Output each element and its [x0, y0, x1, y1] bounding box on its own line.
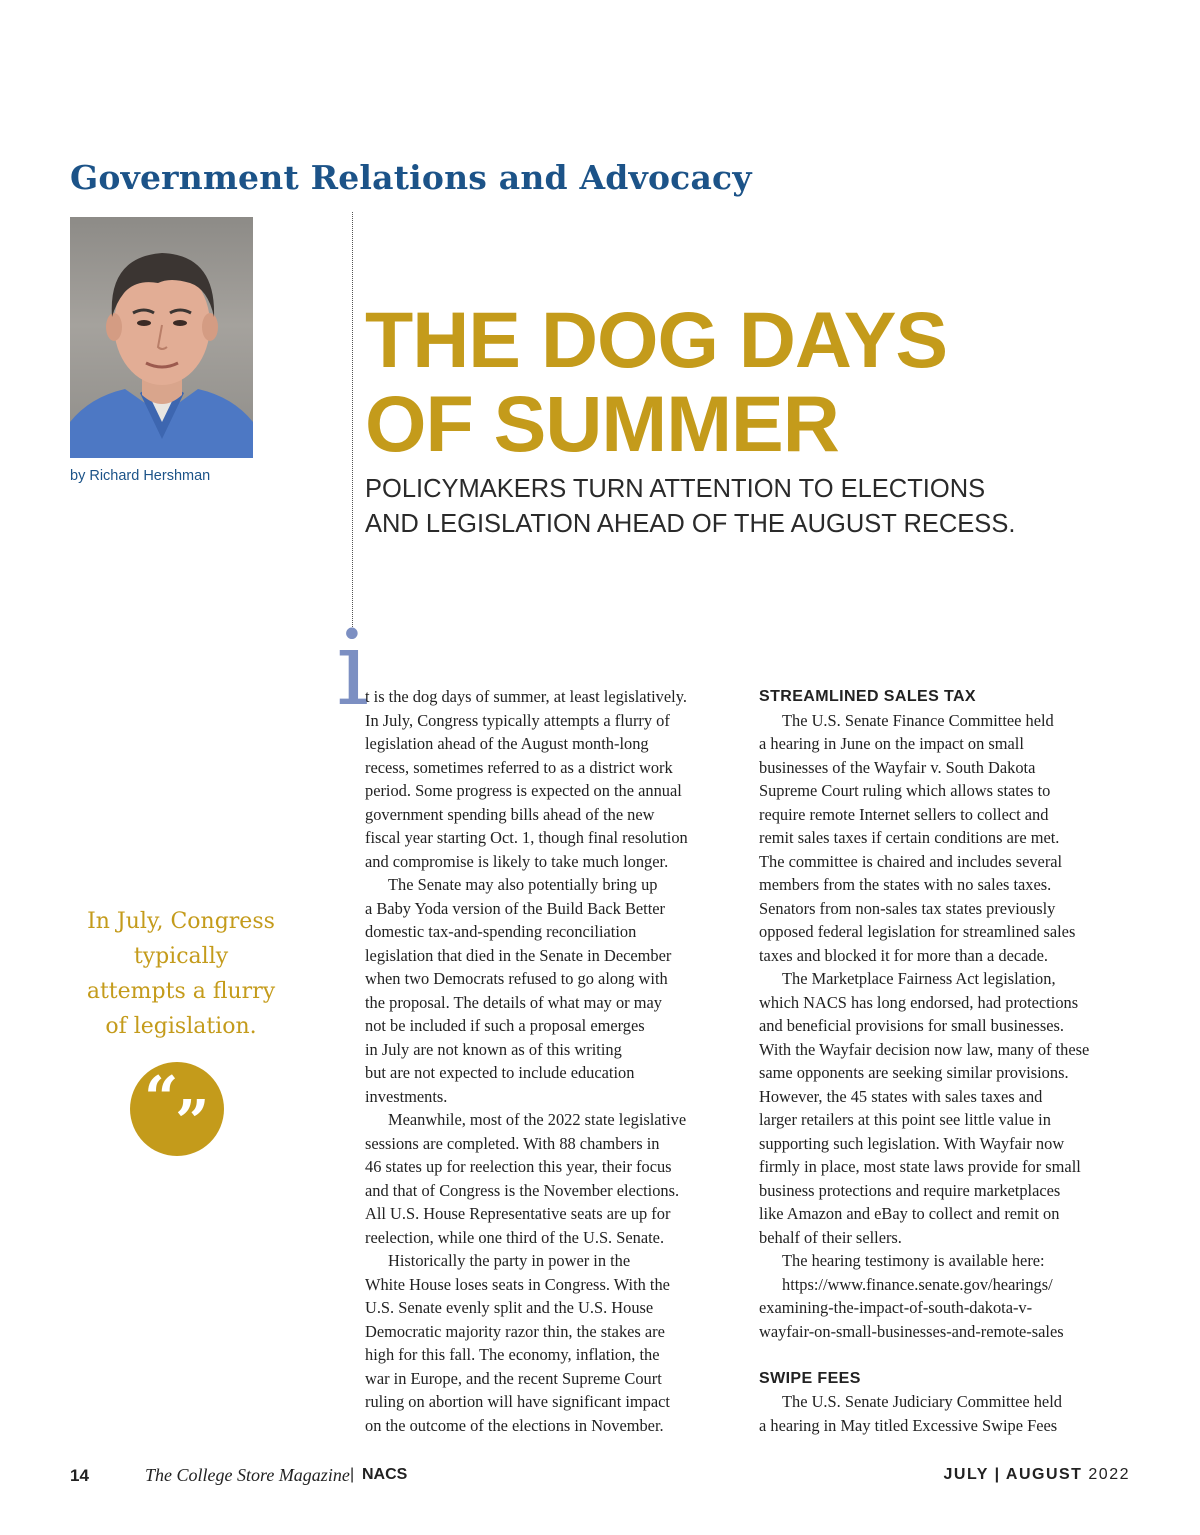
body-line: businesses of the Wayfair v. South Dakota — [759, 757, 1036, 777]
body-line: sessions are completed. With 88 chambers in — [365, 1133, 660, 1153]
body-line: ruling on abortion will have significant impact — [365, 1392, 670, 1411]
body-line: The Marketplace Fairness Act legislation, — [782, 969, 1056, 988]
body-line: when two Democrats refused to go along with — [365, 969, 668, 988]
body-line: With the Wayfair decision now law, many of these — [759, 1039, 1090, 1059]
author-photo — [70, 217, 253, 458]
body-line: the proposal. The details of what may or may — [365, 992, 662, 1012]
body-line: fiscal year starting Oct. 1, though final resolution — [365, 828, 688, 847]
footer-separator: | — [350, 1466, 355, 1483]
body-line: and beneficial provisions for small businesses. — [759, 1016, 1064, 1035]
pull-quote-line: attempts a flurry — [86, 979, 276, 1004]
body-line: in July are not known as of this writing — [365, 1039, 622, 1059]
body-line: recess, sometimes referred to as a district work — [365, 757, 673, 777]
body-line: firmly in place, most state laws provide for small — [759, 1157, 1081, 1176]
drop-cap: i — [336, 607, 370, 729]
pull-quote — [70, 904, 292, 1044]
body-line: The U.S. Senate Judiciary Committee held — [782, 1392, 1062, 1411]
body-line: The U.S. Senate Finance Committee held — [782, 710, 1054, 730]
body-line: The committee is chaired and includes several — [759, 851, 1063, 871]
body-line: on the outcome of the elections in November. — [365, 1415, 664, 1435]
body-line: White House loses seats in Congress. With the — [365, 1274, 670, 1294]
body-line: domestic tax-and-spending reconciliation — [365, 922, 637, 941]
body-line: Supreme Court ruling which allows states to — [759, 781, 1051, 800]
body-line: remit sales taxes if certain conditions are met. — [759, 828, 1060, 847]
divider-line — [352, 212, 353, 627]
subtitle-line: AND LEGISLATION AHEAD OF THE AUGUST RECESS. — [365, 510, 1016, 538]
body-line: business protections and require marketplaces — [759, 1180, 1061, 1200]
body-line: t is the dog days of summer, at least legislatively. — [365, 687, 687, 706]
body-line: opposed federal legislation for streamlined sales — [759, 922, 1076, 941]
subheading-sales-tax: STREAMLINED SALES TAX — [759, 688, 977, 705]
body-line: high for this fall. The economy, inflation, the — [365, 1345, 660, 1364]
body-line: In July, Congress typically attempts a flurry of — [365, 710, 670, 730]
body-line: a Baby Yoda version of the Build Back Better — [365, 898, 665, 918]
pull-quote-line: typically — [133, 944, 229, 969]
subtitle-line: POLICYMAKERS TURN ATTENTION TO ELECTIONS — [365, 475, 986, 503]
body-line: members from the states with no sales taxes. — [759, 875, 1052, 894]
body-line: 46 states up for reelection this year, their focus — [365, 1157, 672, 1176]
body-line: The Senate may also potentially bring up — [388, 875, 658, 894]
body-line: and that of Congress is the November elections. — [365, 1180, 680, 1200]
body-line: a hearing in June on the impact on small — [759, 734, 1024, 753]
author-byline: by Richard Hershman — [70, 468, 211, 484]
body-line: period. Some progress is expected on the annual — [365, 781, 682, 800]
org-name: NACS — [362, 1466, 408, 1483]
body-line: Democratic majority razor thin, the stakes are — [365, 1321, 665, 1341]
hearing-url-line[interactable]: wayfair-on-small-businesses-and-remote-sales — [759, 1321, 1064, 1341]
quotation-mark-icon: “ ” — [130, 1062, 224, 1156]
body-line: All U.S. House Representative seats are up for — [365, 1204, 671, 1223]
issue-month: JULY | AUGUST — [943, 1466, 1083, 1483]
body-line: not be included if such a proposal emerges — [365, 1016, 645, 1035]
body-line: supporting such legislation. With Wayfair now — [759, 1133, 1065, 1153]
article-column-2 — [759, 685, 1139, 1437]
body-line: investments. — [365, 1086, 448, 1106]
pull-quote-line: of legislation. — [105, 1014, 257, 1039]
body-line: require remote Internet sellers to collect and — [759, 804, 1049, 824]
magazine-name: The College Store Magazine — [145, 1465, 350, 1485]
body-line: but are not expected to include education — [365, 1063, 635, 1082]
body-line: legislation that died in the Senate in December — [365, 945, 672, 965]
body-line: a hearing in May titled Excessive Swipe Fees — [759, 1415, 1058, 1435]
body-line: legislation ahead of the August month-long — [365, 734, 649, 753]
body-line: same opponents are seeking similar provisions. — [759, 1063, 1069, 1082]
body-line: However, the 45 states with sales taxes and — [759, 1086, 1043, 1106]
paragraph-gap — [759, 1343, 1139, 1367]
issue-date — [943, 1466, 1130, 1484]
pull-quote-line: In July, Congress — [87, 909, 275, 934]
body-line: Meanwhile, most of the 2022 state legislative — [388, 1110, 687, 1129]
body-line: larger retailers at this point see little value in — [759, 1110, 1051, 1129]
article-column-1 — [365, 685, 727, 1437]
body-line: government spending bills ahead of the new — [365, 804, 655, 824]
article-subtitle — [365, 472, 1015, 542]
subheading-swipe-fees: SWIPE FEES — [759, 1369, 861, 1387]
section-heading: Government Relations and Advocacy — [70, 158, 752, 197]
body-line: taxes and blocked it for more than a decade. — [759, 945, 1048, 965]
body-line: behalf of their sellers. — [759, 1227, 902, 1247]
page-footer — [70, 1466, 1130, 1492]
title-line: THE DOG DAYS — [365, 295, 948, 384]
hearing-url-line[interactable]: examining-the-impact-of-south-dakota-v- — [759, 1298, 1033, 1317]
article-title — [365, 295, 948, 468]
body-line: Senators from non-sales tax states previously — [759, 898, 1056, 918]
body-line: and compromise is likely to take much longer. — [365, 851, 669, 871]
body-line: war in Europe, and the recent Supreme Court — [365, 1368, 662, 1388]
body-line: The hearing testimony is available here: — [782, 1251, 1045, 1270]
page-number: 14 — [70, 1466, 89, 1485]
body-line: reelection, while one third of the U.S. Senate. — [365, 1227, 665, 1247]
body-line: like Amazon and eBay to collect and remit on — [759, 1204, 1060, 1223]
title-line: OF SUMMER — [365, 379, 839, 468]
body-line: Historically the party in power in the — [388, 1251, 631, 1270]
body-line: U.S. Senate evenly split and the U.S. House — [365, 1298, 654, 1317]
body-line: which NACS has long endorsed, had protections — [759, 992, 1079, 1012]
issue-year: 2022 — [1088, 1466, 1130, 1483]
hearing-url-line[interactable]: https://www.finance.senate.gov/hearings/ — [782, 1274, 1053, 1294]
